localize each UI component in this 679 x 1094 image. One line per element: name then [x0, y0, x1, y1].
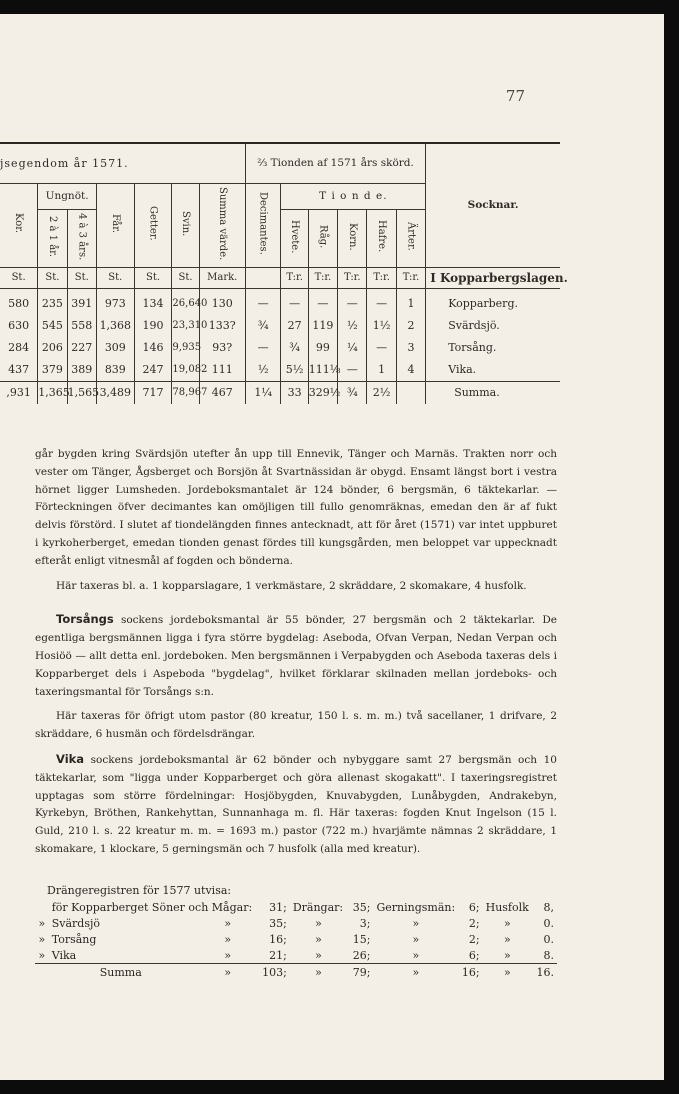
cell: ¾	[281, 337, 308, 359]
cell: 190	[134, 315, 172, 337]
text-vika: sockens jordeboksmantal är 62 bönder och nybyggare samt 27 bergsmän och 10 täktekarlar, som "ligga under Kopparberget och göra allenast skogakatt". I taxeringsregistret upptagas som större fördelningar: Hosjöbygden, Knuvabygden, Lunåbygden, Andrakebyn, Kyrkebyn, Bröthen, Rankehyttan, Sunnanhaga m. fl. Här taxeras: fogden Knut Ingelson (15 l. Guld, 210 l. s. 22 kreatur m. m. = 1693 m.) pastor (722 m.) hvarjämte nämnas 2 skräddare, 1 skomakare, 1 klockare, 5 gerningsmän och 7 husfolk (alla med kreatur).	[35, 753, 557, 855]
cell: 5½	[281, 359, 308, 382]
cell: 545	[38, 315, 67, 337]
units-row	[0, 267, 560, 288]
cell: ,931	[0, 381, 38, 404]
sum-row	[0, 381, 560, 404]
cell: 309	[96, 337, 134, 359]
col-ungnot-2: 4 à 3 års.	[76, 212, 88, 261]
cell: 27	[281, 315, 308, 337]
cell: 3	[396, 337, 425, 359]
unit-cell: T:r.	[367, 267, 396, 288]
unit-cell: St.	[134, 267, 172, 288]
cell: 19,082	[172, 359, 199, 382]
ledger-sum-row: Summa » 103; » 79; » 16; » 16.	[35, 964, 557, 981]
cell: 3,489	[96, 381, 134, 404]
parish-name: Svärdsjö.	[448, 319, 500, 332]
col-decimantes: Decimantes.	[257, 192, 269, 255]
body-text	[35, 446, 557, 859]
cell: 284	[0, 337, 38, 359]
cell: —	[338, 359, 367, 382]
unit-cell: T:r.	[338, 267, 367, 288]
unit-cell: St.	[67, 267, 96, 288]
paragraph-torsang	[35, 611, 557, 701]
table-row	[0, 337, 560, 359]
sum-label-cell	[426, 381, 560, 404]
ungnot-group: Ungnöt.	[38, 183, 97, 209]
col-arter: Ärter.	[405, 222, 417, 251]
cell: —	[245, 337, 281, 359]
cell: 1,565	[67, 381, 96, 404]
parish-cell	[426, 288, 560, 315]
cell: 235	[38, 288, 67, 315]
cell: 437	[0, 359, 38, 382]
parish-name: Vika.	[448, 363, 477, 376]
unit-cell: Mark.	[199, 267, 245, 288]
cell: 78,967	[172, 381, 199, 404]
cell: ¾	[245, 315, 281, 337]
cell: 1¼	[245, 381, 281, 404]
text-torsang: sockens jordeboksmantal är 55 bönder, 27 bergsmän och 2 täktekarlar. De egentliga bergsmännen ligga i fyra större bygdelag: Aseboda, Ofvan Verpan, Nedan Verpan och Hosiöö — allt detta enl. jordeboken. Men bergsmännen i Verpabygden och Aseboda taxeras dels i Kopparberget dels i Aspeboda "bygdelag", hvilket förklarar skilnaden mellan jordeboks- och taxeringsmantal för Torsångs s:n.	[35, 614, 558, 698]
cell: 146	[134, 337, 172, 359]
cell: —	[367, 288, 396, 315]
statistics-table	[0, 142, 568, 404]
cell: —	[367, 337, 396, 359]
cell: 130	[199, 288, 245, 315]
heading-egendom: jsegendom år 1571.	[0, 143, 245, 183]
page-number: 77	[505, 87, 525, 105]
unit-cell	[245, 267, 281, 288]
col-far: Får.	[109, 213, 121, 234]
socknar-header-cell	[426, 143, 560, 267]
cell: 247	[134, 359, 172, 382]
unit-cell: T:r.	[396, 267, 425, 288]
ledger-row: » Torsång » 16; » 15; » 2; » 0.	[38, 932, 554, 946]
cell: 580	[0, 288, 38, 315]
cell: 1	[367, 359, 396, 382]
cell: 329½	[308, 381, 337, 404]
cell: 2	[396, 315, 425, 337]
unit-cell: T:r.	[281, 267, 308, 288]
unit-cell: St.	[96, 267, 134, 288]
table-row	[0, 359, 560, 382]
lead-torsang: Torsångs	[56, 612, 114, 627]
cell: 227	[67, 337, 96, 359]
cell: 4	[396, 359, 425, 382]
unit-cell: T:r.	[308, 267, 337, 288]
parish-name: Kopparberg.	[448, 297, 518, 310]
cell: 1½	[367, 315, 396, 337]
ledger-row: » Vika » 21; » 26; » 6; » 8.	[38, 948, 554, 962]
cell: 99	[308, 337, 337, 359]
cell: 134	[134, 288, 172, 315]
cell: 9,935	[172, 337, 199, 359]
paragraph-vika	[35, 751, 557, 859]
cell: 717	[134, 381, 172, 404]
cell: 2½	[367, 381, 396, 404]
col-getter: Getter.	[147, 206, 159, 241]
col-hvete: Hvete.	[289, 219, 301, 254]
cell: 33	[281, 381, 308, 404]
table-row	[0, 315, 560, 337]
cell: 558	[67, 315, 96, 337]
cell: ¼	[338, 337, 367, 359]
cell: —	[338, 288, 367, 315]
tionde-group: T i o n d e.	[281, 183, 426, 209]
ledger-row: för Kopparberget Söner och Mågar: 31; Drängar: 35; Gerningsmän: 6; Husfolk 8,	[51, 900, 554, 914]
cell: 26,640	[172, 288, 199, 315]
cell: 389	[67, 359, 96, 382]
col-svin: Svin.	[180, 210, 192, 237]
cell: 630	[0, 315, 38, 337]
cell: 1,365	[38, 381, 67, 404]
col-summa-varde: Summa värde.	[216, 186, 228, 261]
ledger-title: Drängeregistren för 1577 utvisa:	[47, 884, 232, 897]
parish-cell	[426, 315, 560, 337]
parish-name: Torsång.	[448, 341, 497, 354]
region-label: I Kopparbergslagen.	[426, 267, 560, 288]
cell: 206	[38, 337, 67, 359]
cell: 23,310	[172, 315, 199, 337]
parish-cell	[426, 337, 560, 359]
ledger-table	[35, 899, 557, 980]
col-ungnot-1: 2 à 1 år.	[46, 215, 58, 258]
cell: 133?	[199, 315, 245, 337]
socknar-header: Socknar.	[467, 199, 519, 212]
book-page	[0, 14, 664, 1080]
heading-tionden: ⅔ Tionden af 1571 års skörd.	[245, 143, 425, 183]
cell: 111	[199, 359, 245, 382]
lead-vika: Vika	[56, 751, 85, 766]
cell: —	[308, 288, 337, 315]
cell: —	[281, 288, 308, 315]
cell: 93?	[199, 337, 245, 359]
cell: 839	[96, 359, 134, 382]
sum-label: Summa.	[454, 386, 500, 399]
unit-cell: St.	[172, 267, 199, 288]
col-kor: Kor.	[13, 213, 25, 234]
cell: 973	[96, 288, 134, 315]
unit-cell: St.	[0, 267, 38, 288]
cell: 379	[38, 359, 67, 382]
cell: 467	[199, 381, 245, 404]
col-korn: Korn.	[346, 222, 358, 251]
cell: 1,368	[96, 315, 134, 337]
col-hafre: Hafre.	[376, 220, 388, 253]
cell: —	[245, 288, 281, 315]
col-rag: Råg.	[317, 224, 329, 249]
parish-cell	[426, 359, 560, 382]
cell: 1	[396, 288, 425, 315]
cell: 391	[67, 288, 96, 315]
ledger-row: » Svärdsjö » 35; » 3; » 2; » 0.	[38, 916, 554, 930]
table-row	[0, 288, 560, 315]
cell: ½	[245, 359, 281, 382]
paragraph-svardsjo: går bygden kring Svärdsjön utefter ån upp till Ennevik, Tänger och Marnäs. Trakten norr och vester om Tänger, Ågsberget och Borsjön åt Svartnässidan är obygd. Ensamt längst bort i vestra hörnet ligger Lumsheden. Jordeboksmantalet är 124 bönder, 6 bergsmän, 6 täktekarlar. — Förteckningen öfver decimantes kan omöjligen till fullo genomräknas, emedan den är af fukt delvis förstörd. I slutet af tiondelängden finnes antecknadt, att för året (1571) var intet uppburet i kyrkoherberget, emedan tionden genast fördes till kungsgården, men beloppet var uppecknadt efteråt enligt vitnesmål af fogden och bönderna.	[35, 448, 557, 567]
unit-cell: St.	[38, 267, 67, 288]
paragraph-taxeras-2: Här taxeras för öfrigt utom pastor (80 kreatur, 150 l. s. m. m.) två sacellaner, 1 drifvare, 2 skräddare, 6 husmän och fördelsdrängar.	[35, 710, 557, 741]
cell: 119	[308, 315, 337, 337]
paragraph-taxeras-1: Här taxeras bl. a. 1 kopparslagare, 1 verkmästare, 2 skräddare, 2 skomakare, 4 husfolk.	[56, 579, 527, 592]
drangeregister-ledger	[35, 882, 557, 980]
cell: ¾	[338, 381, 367, 404]
cell: ½	[338, 315, 367, 337]
cell: 111⅛	[308, 359, 337, 382]
